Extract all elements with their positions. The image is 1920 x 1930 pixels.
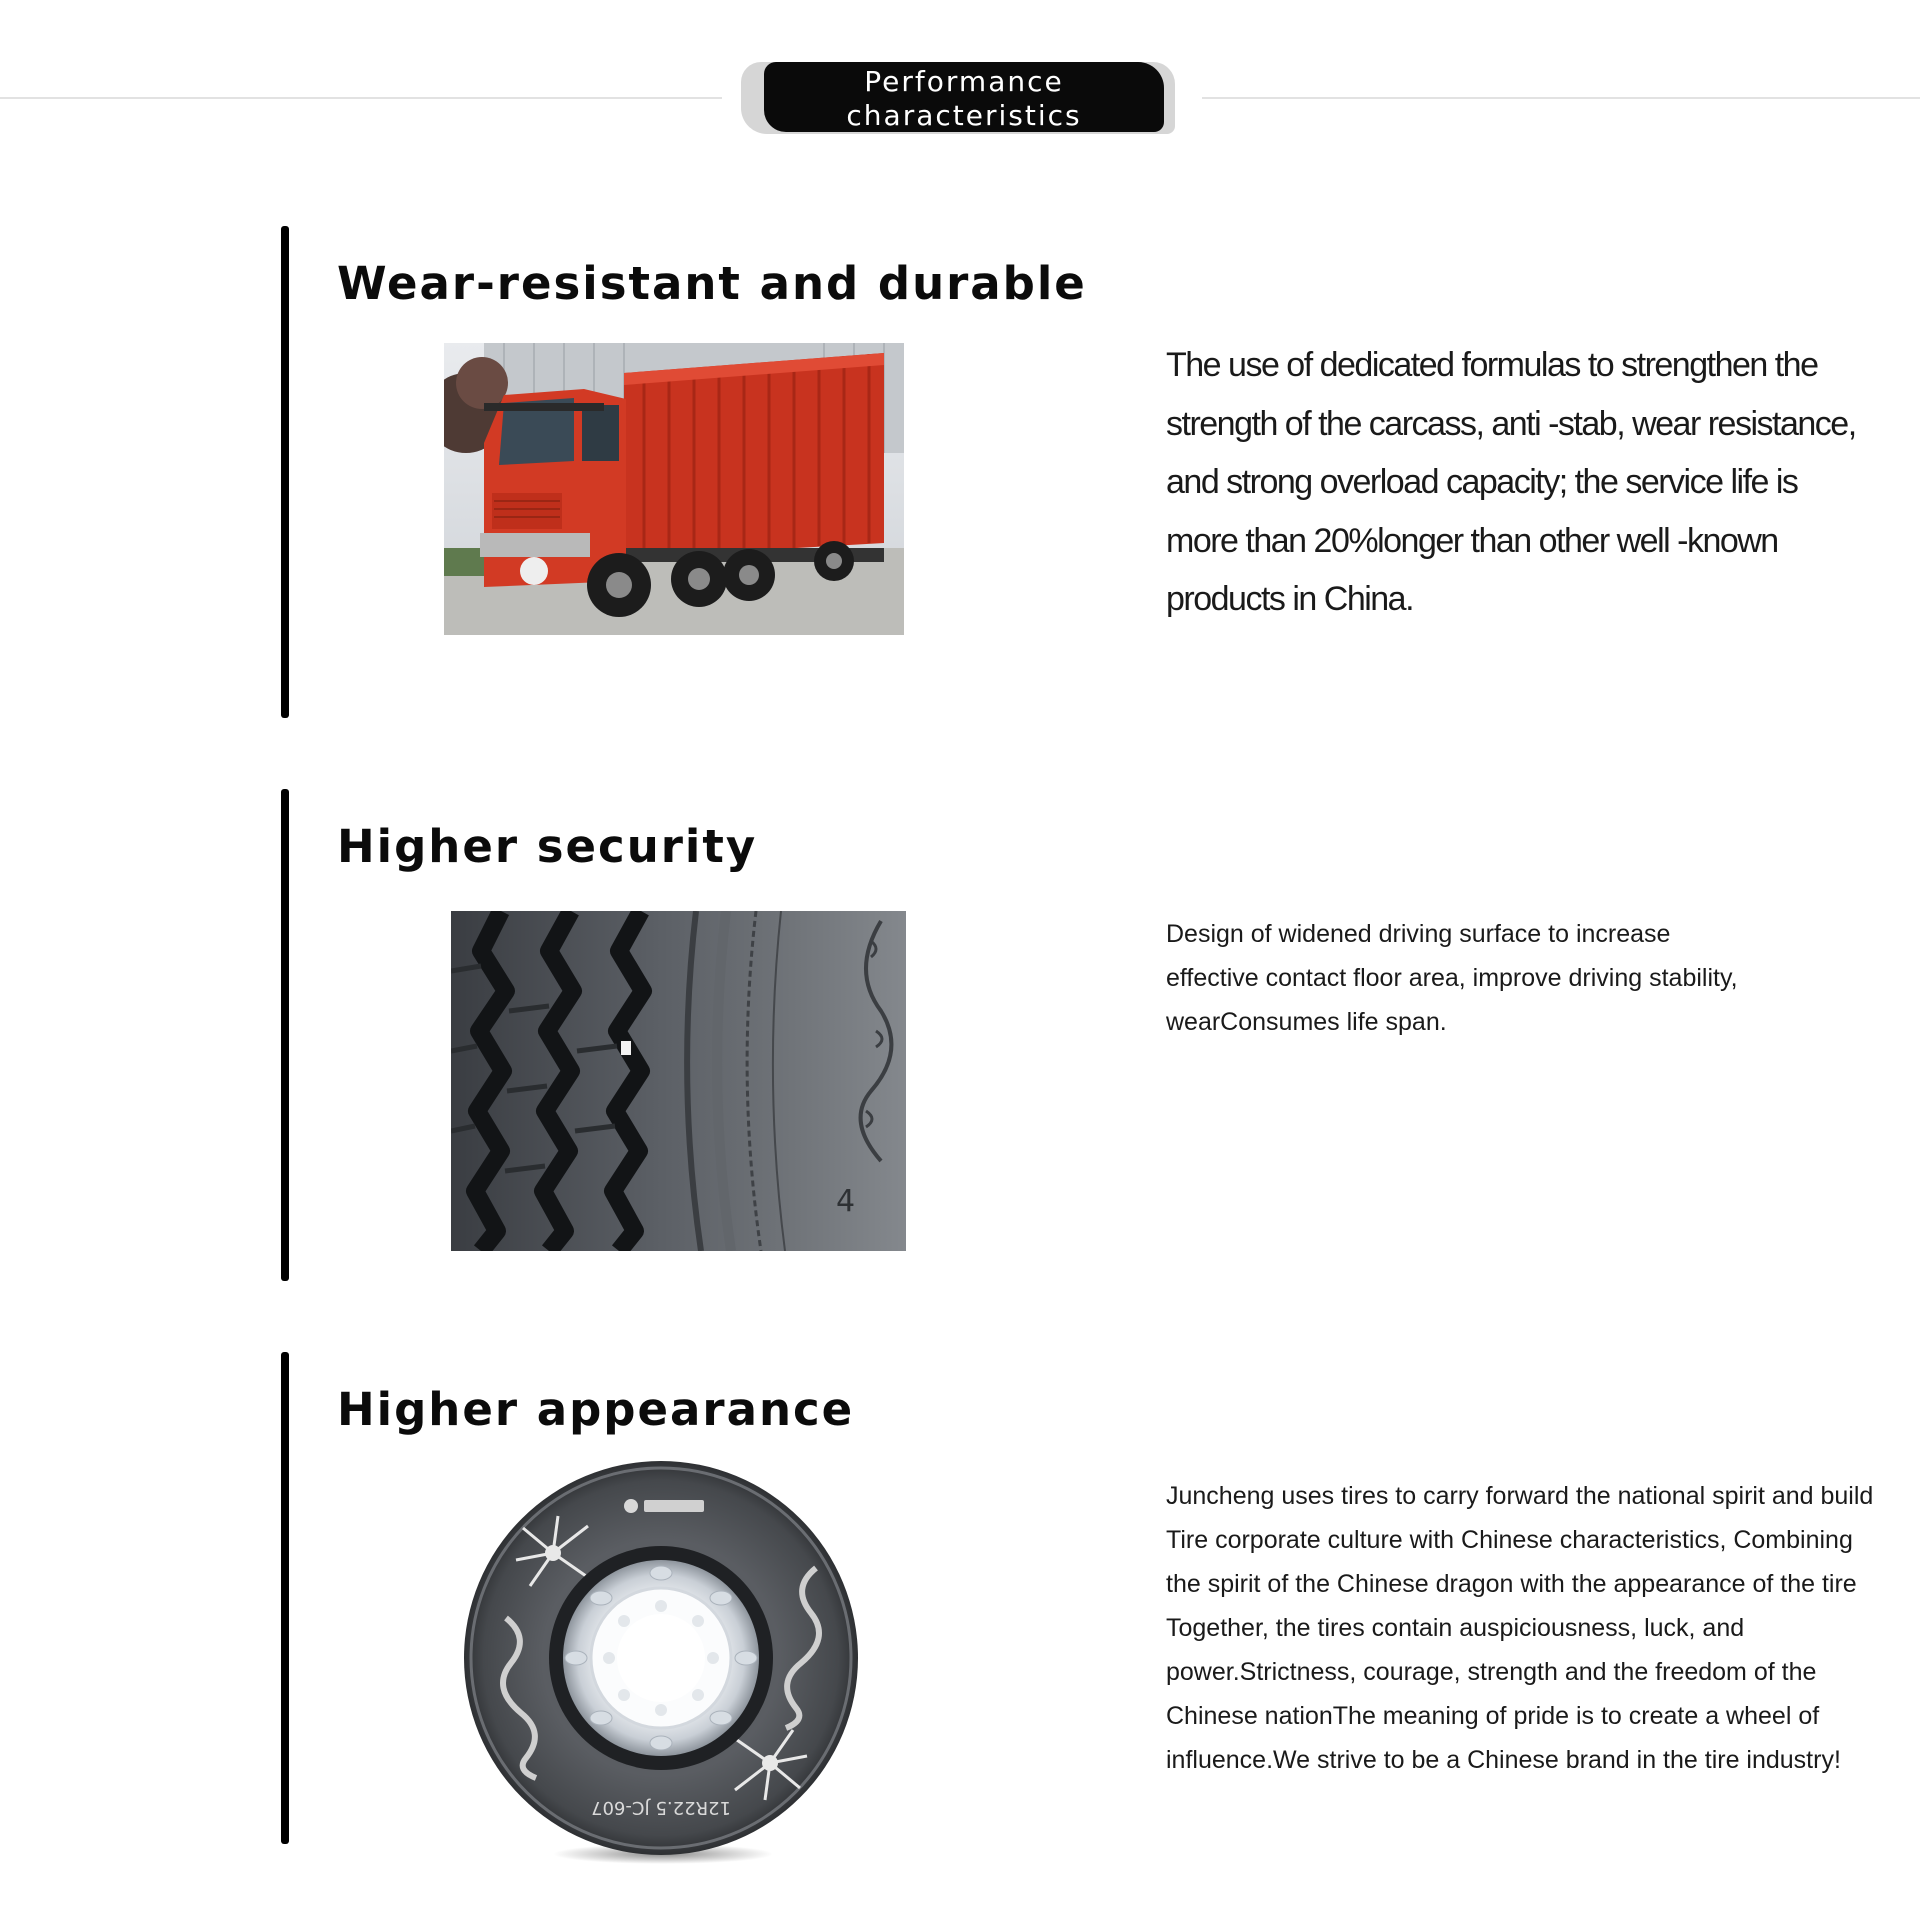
section-accent-bar	[281, 226, 289, 718]
svg-text:4: 4	[836, 1184, 856, 1219]
header-divider-left	[0, 97, 722, 99]
red-truck-illustration	[444, 343, 904, 635]
feature-section-security	[0, 789, 1920, 1281]
section-title: Higher security	[337, 820, 758, 873]
section-accent-bar	[281, 1352, 289, 1844]
dragon-tire-wheel-photo	[458, 1458, 868, 1868]
section-description: Design of widened driving surface to increase effective contact floor area, improve driving stability, wearConsumes life span.	[1166, 920, 1738, 1036]
red-truck-photo	[444, 343, 904, 635]
section-title: Higher appearance	[337, 1383, 855, 1436]
header-title: Performance characteristics	[846, 65, 1082, 132]
dragon-tire-illustration	[458, 1458, 868, 1868]
section-title: Wear-resistant and durable	[337, 257, 1087, 310]
feature-section-appearance	[0, 1352, 1920, 1844]
tire-tread-closeup-photo	[451, 911, 906, 1251]
feature-section-wear	[0, 226, 1920, 718]
tire-tread-illustration	[451, 911, 906, 1251]
header-badge	[764, 62, 1164, 132]
section-description: The use of dedicated formulas to strengthen the strength of the carcass, anti -stab, wear resistance, and strong overload capacity; the service life is more than 20%longer than other well -known products in China.	[1166, 346, 1856, 618]
section-accent-bar	[281, 789, 289, 1281]
section-description: Juncheng uses tires to carry forward the national spirit and build Tire corporate culture with Chinese characteristics, Combining the spirit of the Chinese dragon with the appearance of the tire Together, the tires contain auspiciousness, luck, and power.Strictness, courage, strength and the freedom of the Chinese nationThe meaning of pride is to create a wheel of influence.We strive to be a Chinese brand in the tire industry!	[1166, 1482, 1874, 1774]
tire-sidewall-text: 12R22.5 JC-607	[591, 1797, 731, 1818]
header-divider-right	[1202, 97, 1920, 99]
